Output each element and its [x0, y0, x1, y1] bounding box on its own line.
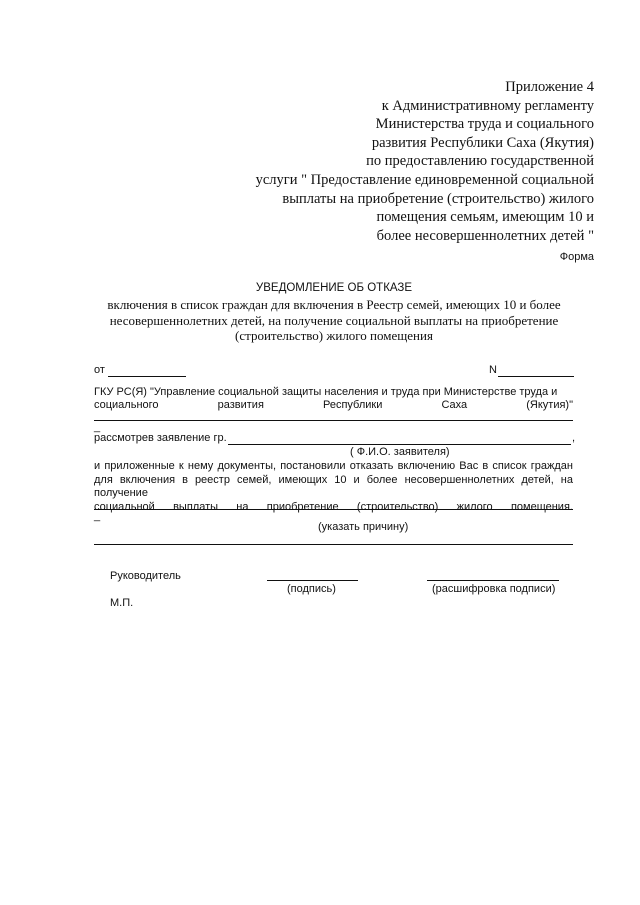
fio-caption: ( Ф.И.О. заявителя) — [350, 446, 450, 458]
notice-title: УВЕДОМЛЕНИЕ ОБ ОТКАЗЕ — [255, 282, 413, 294]
appendix-line-4: развития Республики Саха (Якутия) — [371, 134, 594, 151]
number-field-line — [498, 376, 574, 377]
subtitle-line-1: включения в список граждан для включения в Реестр семей, имеющих 10 и более — [107, 297, 561, 312]
notice-subtitle — [94, 297, 574, 344]
agency-text-1: ГКУ РС(Я) "Управление социальной защиты населения и труда при Министерстве труда и — [94, 386, 558, 398]
dash-mark-2: _ — [94, 510, 101, 522]
body-last-word: социальной — [94, 500, 155, 513]
reason-caption: (указать причину) — [318, 521, 409, 533]
body-paragraph — [94, 460, 573, 514]
dash-mark: _ — [94, 421, 101, 433]
body-underline — [94, 509, 573, 510]
agency-word: Саха — [441, 399, 468, 411]
form-label: Форма — [559, 251, 594, 263]
agency-word: (Якутия)" — [526, 399, 573, 411]
appendix-line-1: Приложение 4 — [505, 79, 594, 95]
stamp-label: М.П. — [110, 597, 134, 609]
appendix-line-6: услуги " Предоставление единовременной социальной — [255, 171, 594, 188]
body-last-word: приобретение — [266, 500, 339, 513]
appendix-line-2: к Административному регламенту — [381, 97, 594, 114]
from-field-line — [108, 376, 186, 377]
body-text: и приложенные к нему документы, постановили отказать включению Вас в список граждан для включения в реестр семей, имеющих 10 и более несовершеннолетних детей, на получение — [94, 460, 573, 499]
number-label: N — [489, 364, 497, 376]
agency-underline — [94, 420, 573, 421]
reason-line — [94, 544, 573, 545]
agency-word: Республики — [323, 399, 383, 411]
decode-caption: (расшифровка подписи) — [432, 583, 556, 595]
head-label: Руководитель — [110, 570, 181, 582]
appendix-line-7: выплаты на приобретение (строительство) жилого — [282, 190, 594, 207]
appendix-block — [214, 78, 594, 245]
agency-line-1 — [94, 386, 573, 398]
considered-label: рассмотрев заявление гр. — [94, 432, 227, 444]
body-last-word: помещения. — [510, 500, 573, 513]
subtitle-line-3: (строительство) жилого помещения — [235, 328, 433, 343]
appendix-line-8: помещения семьям, имеющим 10 и — [376, 209, 594, 226]
appendix-line-3: Министерства труда и социального — [375, 116, 594, 133]
agency-word: развития — [217, 399, 264, 411]
agency-word: социального — [94, 399, 159, 411]
body-last-word: выплаты — [173, 500, 219, 513]
from-label: от — [94, 364, 105, 376]
body-last-word: (строительство) — [356, 500, 439, 513]
body-last-word: жилого — [456, 500, 493, 513]
applicant-name-line — [228, 444, 571, 445]
appendix-line-9: более несовершеннолетних детей " — [376, 227, 594, 244]
body-last-word: на — [236, 500, 249, 513]
appendix-line-5: по предоставлению государственной — [366, 153, 594, 170]
signature-line — [267, 580, 358, 581]
signature-caption: (подпись) — [287, 583, 336, 595]
considered-comma: , — [572, 432, 576, 444]
decode-line — [427, 580, 559, 581]
agency-line-2 — [94, 399, 573, 411]
subtitle-line-2: несовершеннолетних детей, на получение социальной выплаты на приобретение — [109, 312, 559, 328]
body-last-line — [94, 501, 573, 515]
